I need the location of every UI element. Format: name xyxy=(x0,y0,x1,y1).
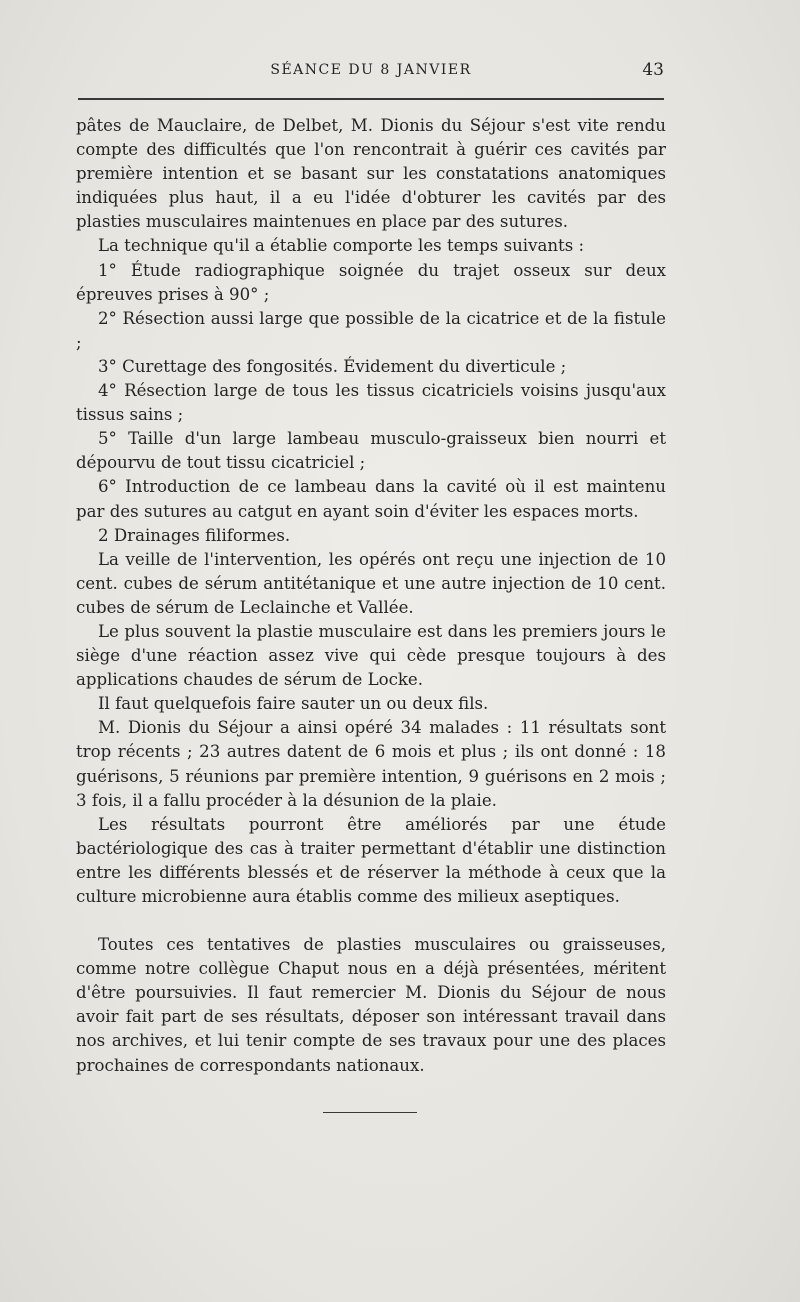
paragraph-reaction: Le plus souvent la plastie musculaire est dans les premiers jours le siège d'une réaction assez vive qui cède presque toujours à des applications chaudes de sérum de Locke. xyxy=(76,621,666,690)
paragraph-continuation: pâtes de Mauclaire, de Delbet, M. Dionis du Séjour s'est vite rendu compte des difficultés que l'on rencontrait à guérir ces cavités par première intention et se basant sur les constatations anatomiques indiquées plus haut, il a eu l'idée d'obturer les cavités par des plasties musculaires maintenues en place par des sutures. xyxy=(76,116,666,232)
list-item-step-2: 2° Résection aussi large que possible de la cicatrice et de la fistule ; xyxy=(76,308,666,352)
running-head xyxy=(78,62,664,84)
paragraph-results: M. Dionis du Séjour a ainsi opéré 34 malades : 11 résultats sont trop récents ; 23 autres datent de 6 mois et plus ; ils ont donné : 18 guérisons, 5 réunions par première intention, 9 guérisons en 2 mois ; 3 fois, il a fallu procéder à la désunion de la plaie. xyxy=(76,718,666,810)
paragraph-sutures: Il faut quelquefois faire sauter un ou deux fils. xyxy=(98,694,489,714)
end-rule xyxy=(323,1112,417,1113)
header-rule xyxy=(78,98,664,100)
running-title: SÉANCE DU 8 JANVIER xyxy=(270,62,472,78)
paragraph-improvement: Les résultats pourront être améliorés par une étude bactériologique des cas à traiter permettant d'établir une distinction entre les différents blessés et de réserver la méthode à ceux que la culture microbienne aura établis comme des milieux aseptiques. xyxy=(76,814,666,906)
page-number: 43 xyxy=(642,60,664,80)
list-item-step-5: 5° Taille d'un large lambeau musculo-graisseux bien nourri et dépourvu de tout tissu cicatriciel ; xyxy=(76,429,666,473)
list-item-step-6: 6° Introduction de ce lambeau dans la cavité où il est maintenu par des sutures au catgut en ayant soin d'éviter les espaces morts. xyxy=(76,477,666,521)
paragraph-injections: La veille de l'intervention, les opérés ont reçu une injection de 10 cent. cubes de sérum antitétanique et une autre injection de 10 cent. cubes de sérum de Leclainche et Vallée. xyxy=(76,549,666,617)
paragraph-drainages: 2 Drainages filiformes. xyxy=(98,525,291,545)
list-item-step-4: 4° Résection large de tous les tissus cicatriciels voisins jusqu'aux tissus sains ; xyxy=(76,381,666,425)
paragraph-technique-intro: La technique qu'il a établie comporte les temps suivants : xyxy=(98,236,585,256)
list-item-step-1: 1° Étude radiographique soignée du trajet osseux sur deux épreuves prises à 90° ; xyxy=(76,260,666,304)
list-item-step-3: 3° Curettage des fongosités. Évidement du diverticule ; xyxy=(98,356,567,376)
body-text xyxy=(76,114,666,1078)
paragraph-conclusion: Toutes ces tentatives de plasties musculaires ou graisseuses, comme notre collègue Chaput nous en a déjà présentées, méritent d'être poursuivies. Il faut remercier M. Dionis du Séjour de nous avoir fait part de ses résultats, déposer son intéressant travail dans nos archives, et lui tenir compte de ses travaux pour une des places prochaines de correspondants nationaux. xyxy=(76,935,666,1075)
